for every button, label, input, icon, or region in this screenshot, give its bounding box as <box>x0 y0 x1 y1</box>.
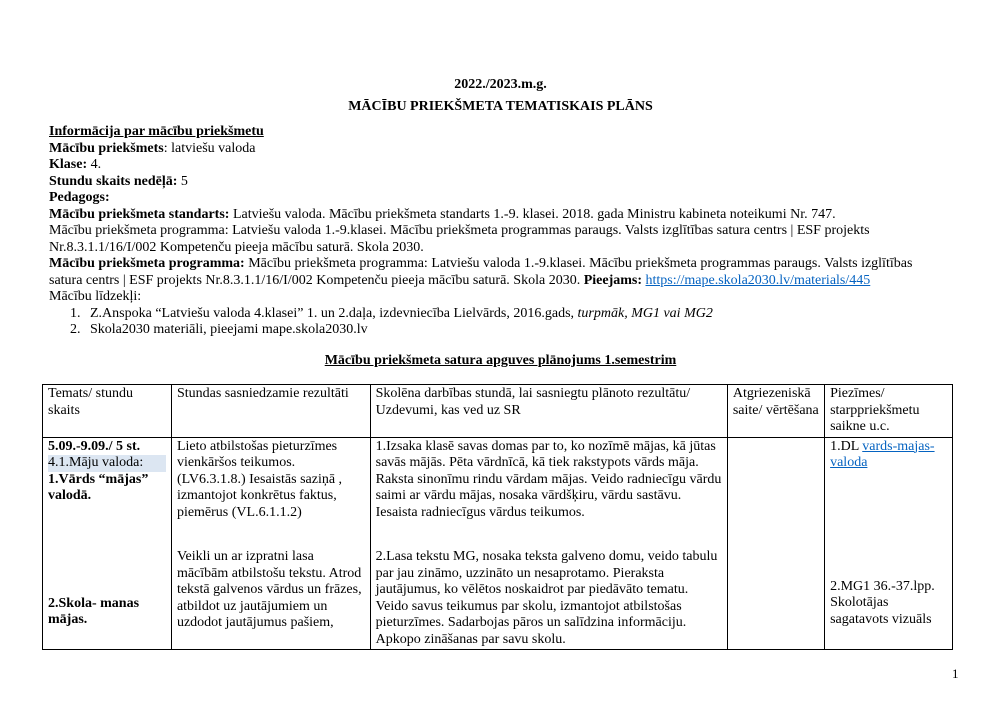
available-label: Pieejams: <box>583 272 643 288</box>
column-header-results: Stundas sasniedzamie rezultāti <box>171 385 370 438</box>
list-item: 1. Z.Anspoka “Latviešu valoda 4.klasei” 1. un 2.daļa, izdevniecība Lielvārds, 2016.gads, turpmāk, MG1 vai MG2 <box>70 305 713 321</box>
class-value: 4. <box>87 157 102 172</box>
lesson-2-title: 2.Skola- manas mājas. <box>48 595 140 627</box>
table-row <box>43 437 953 650</box>
teacher-label: Pedagogs: <box>49 190 110 205</box>
activity-1: 1.Izsaka klasē savas domas par to, ko nozīmē mājas, kā jūtas savās mājās. Pēta vārdnīcā, kā tiek rakstурots vārds māja. Raksta sinonīmu rindu vārdam mājas. Veido radniecīgu vārdu saimi ar vārdu mājas, nosaka vārdšķiru, vārdu sastāvu. Iesaista radniecīgus vārdus teikumos. <box>375 438 722 520</box>
info-heading: Informācija par mācību priekšmetu <box>49 124 264 139</box>
school-year: 2022./2023.m.g. <box>454 77 547 92</box>
materials-list <box>49 306 949 339</box>
notes-cell <box>825 437 953 650</box>
column-header-notes: Piezīmes/ starppriekšmetu saikne u.c. <box>825 385 953 438</box>
standard-value: Latviešu valoda. Mācību priekšmeta standarts 1.-9. klasei. 2018. gada Ministru kabineta noteikumi Nr. 747. <box>229 206 836 222</box>
week-dates: 5.09.-9.09./ 5 st. <box>48 438 141 454</box>
materials-link[interactable]: https://mape.skola2030.lv/materials/445 <box>645 272 871 288</box>
program2-value-2: satura centrs | ESF projekts Nr.8.3.1.1/16/I/002 Kompetenču pieeja mācību saturā. Skola 2030. <box>49 272 584 288</box>
feedback-cell <box>727 437 824 650</box>
plan-table <box>42 384 953 650</box>
plan-heading: Mācību priekšmeta satura apguves plānojums 1.semestrim <box>324 353 677 368</box>
list-item: 2. Skola2030 materiāli, pieejami mape.skola2030.lv <box>70 322 368 337</box>
activity-2: 2.Lasa tekstu MG, nosaka teksta galveno domu, veido tabulu par jau zināmo, uzzināto un nesaprotamo. Pieraksta jautājumus, ko vēlētos noskaidrot par piedāvāto tematu. Veido savus teikumus par skolu, izmantojot atbilstošas pieturzīmes. Sadarbojas pāros un salīdzina informāciju. Apkopo zināšanas par savu skolu. <box>375 549 718 647</box>
notes-1-prefix: 1.DL <box>830 438 863 454</box>
subject-info <box>49 124 949 339</box>
hours-value: 5 <box>177 173 188 189</box>
standard-label: Mācību priekšmeta standarts: <box>49 206 230 222</box>
notes-link[interactable]: vards-majas-valoda <box>830 438 935 470</box>
lesson-1-title: 1.Vārds “mājas” valodā. <box>48 471 149 503</box>
topic-cell <box>43 437 172 650</box>
program-line-1: Mācību priekšmeta programma: Latviešu valoda 1.-9.klasei. Mācību priekšmeta programmas paraugs. Valsts izglītības satura centrs | ESF projekts <box>49 223 870 238</box>
activities-cell <box>370 437 727 650</box>
column-header-activities: Skolēna darbības stundā, lai sasniegtu plānoto rezultātu/ Uzdevumi, kas ved uz SR <box>370 385 727 438</box>
subject-value: : latviešu valoda <box>163 140 256 156</box>
topic-name: 4.1.Māju valoda: <box>48 455 166 472</box>
materials-label: Mācību līdzekļi: <box>49 289 142 304</box>
column-header-feedback: Atgriezeniskā saite/ vērtēšana <box>727 385 824 438</box>
page-number: 1 <box>952 666 959 681</box>
subject-label: Mācību priekšmets <box>49 140 164 156</box>
column-header-topic: Temats/ stundu skaits <box>43 385 172 438</box>
results-2: Veikli un ar izpratni lasa mācībām atbilstošu tekstu. Atrod tekstā galvenos vārdus un frāzes, atbildot uz jautājumiem un uzdodot jautājumus pašiem, <box>176 549 362 630</box>
results-cell <box>171 437 370 650</box>
document-title: MĀCĪBU PRIEKŠMETA TEMATISKAIS PLĀNS <box>348 99 653 114</box>
class-label: Klase: <box>49 157 88 172</box>
program-line-2: Nr.8.3.1.1/16/I/002 Kompetenču pieeja mācību saturā. Skola 2030. <box>49 239 424 255</box>
results-1: Lieto atbilstošas pieturzīmes vienkāršos teikumos. (LV6.3.1.8.) Iesaistās saziņā , izmantojot konkrētus faktus, piemērus (VL.6.1.1.2) <box>176 438 343 520</box>
hours-label: Stundu skaits nedēļā: <box>49 173 178 189</box>
notes-2: 2.MG1 36.-37.lpp. Skolotājas sagatavots vizuāls <box>830 578 935 627</box>
table-header-row <box>43 385 953 438</box>
program2-value-1: Mācību priekšmeta programma: Latviešu valoda 1.-9.klasei. Mācību priekšmeta programmas paraugs. Valsts izglītības <box>244 256 913 271</box>
program2-label: Mācību priekšmeta programma: <box>49 256 245 271</box>
